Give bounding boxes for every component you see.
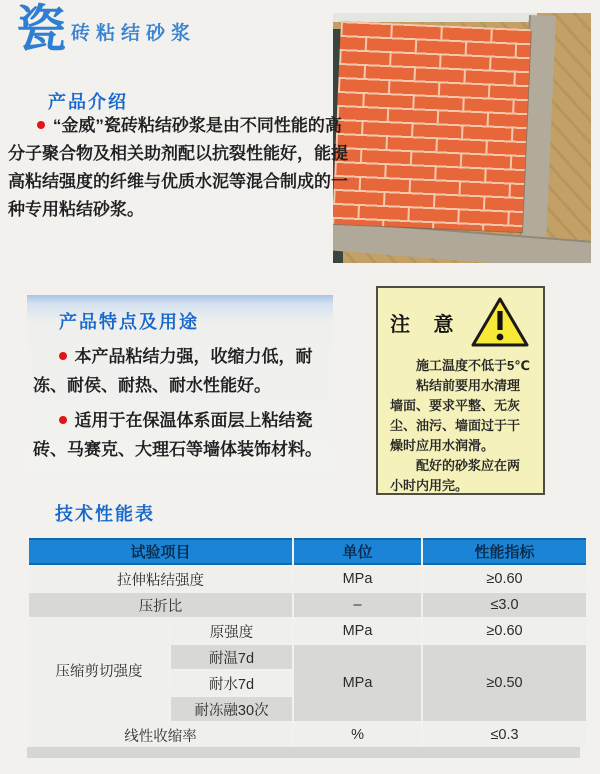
notice-paragraph: 粘结前要用水清理墙面、要求平整、无灰尘、油污、墙面过于干燥时应用水润滑。 — [390, 378, 521, 453]
feature-item — [33, 406, 325, 464]
cell-unit: % — [294, 723, 421, 747]
cell-subitem: 耐温7d — [171, 645, 292, 669]
title-rest: 砖粘结砂浆 — [71, 23, 197, 44]
notice-title: 注 意 — [390, 314, 463, 336]
cell-unit: – — [294, 593, 421, 617]
col-header-index: 性能指标 — [423, 538, 586, 565]
feature-item — [33, 342, 325, 400]
title-big-char: 瓷 — [16, 1, 66, 57]
notice-header — [390, 296, 532, 348]
bullet-icon — [59, 352, 67, 360]
table-bottom-strip — [27, 747, 580, 758]
table-row — [29, 593, 586, 617]
cell-unit-merged: MPa — [294, 645, 421, 721]
cell-item: 线性收缩率 — [29, 723, 292, 747]
cell-item: 拉伸粘结强度 — [29, 567, 292, 591]
page-title — [16, 1, 197, 57]
section-heading-tech-table: 技术性能表 — [55, 504, 155, 524]
cell-unit: MPa — [294, 567, 421, 591]
cell-item: 压折比 — [29, 593, 292, 617]
cell-subitem: 原强度 — [171, 619, 292, 643]
cell-value: ≤3.0 — [423, 593, 586, 617]
cell-subitem: 耐冻融30次 — [171, 697, 292, 721]
cell-value: ≤0.3 — [423, 723, 586, 747]
product-photo — [333, 13, 591, 263]
cell-value-merged: ≥0.50 — [423, 645, 586, 721]
notice-paragraph: 配好的砂浆应在两小时内用完。 — [390, 458, 521, 493]
table-header-row — [29, 538, 586, 565]
cell-value: ≥0.60 — [423, 567, 586, 591]
intro-text: “金威”瓷砖粘结砂浆是由不同性能的高分子聚合物及相关助剂配以抗裂性能好，能提高粘结强度的纤维与优质水泥等混合制成的一种专用粘结砂浆。 — [8, 116, 348, 219]
cell-subitem: 耐水7d — [171, 671, 292, 695]
notice-body — [390, 356, 532, 496]
col-header-item: 试验项目 — [29, 538, 292, 565]
tech-performance-table — [27, 536, 588, 749]
features-panel — [27, 295, 333, 473]
cell-value: ≥0.60 — [423, 619, 586, 643]
bullet-icon — [37, 121, 45, 129]
photo-top-highlight — [333, 13, 537, 22]
warning-triangle-icon — [470, 296, 530, 348]
section-heading-intro: 产品介绍 — [48, 92, 128, 112]
cell-unit: MPa — [294, 619, 421, 643]
notice-box — [376, 286, 545, 495]
table-row — [29, 567, 586, 591]
section-heading-features: 产品特点及用途 — [59, 312, 199, 332]
table-row — [29, 619, 586, 643]
bullet-icon — [59, 416, 67, 424]
col-header-unit: 单位 — [294, 538, 421, 565]
feature-text: 适用于在保温体系面层上粘结瓷砖、马赛克、大理石等墙体装饰材料。 — [33, 411, 322, 459]
intro-paragraph — [8, 112, 358, 224]
cell-item-group: 压缩剪切强度 — [29, 619, 169, 721]
brick-tile-panel — [333, 21, 531, 232]
feature-text: 本产品粘结力强，收缩力低，耐冻、耐侯、耐热、耐水性能好。 — [33, 347, 313, 395]
notice-paragraph: 施工温度不低于5℃ — [416, 358, 530, 373]
table-row — [29, 723, 586, 747]
